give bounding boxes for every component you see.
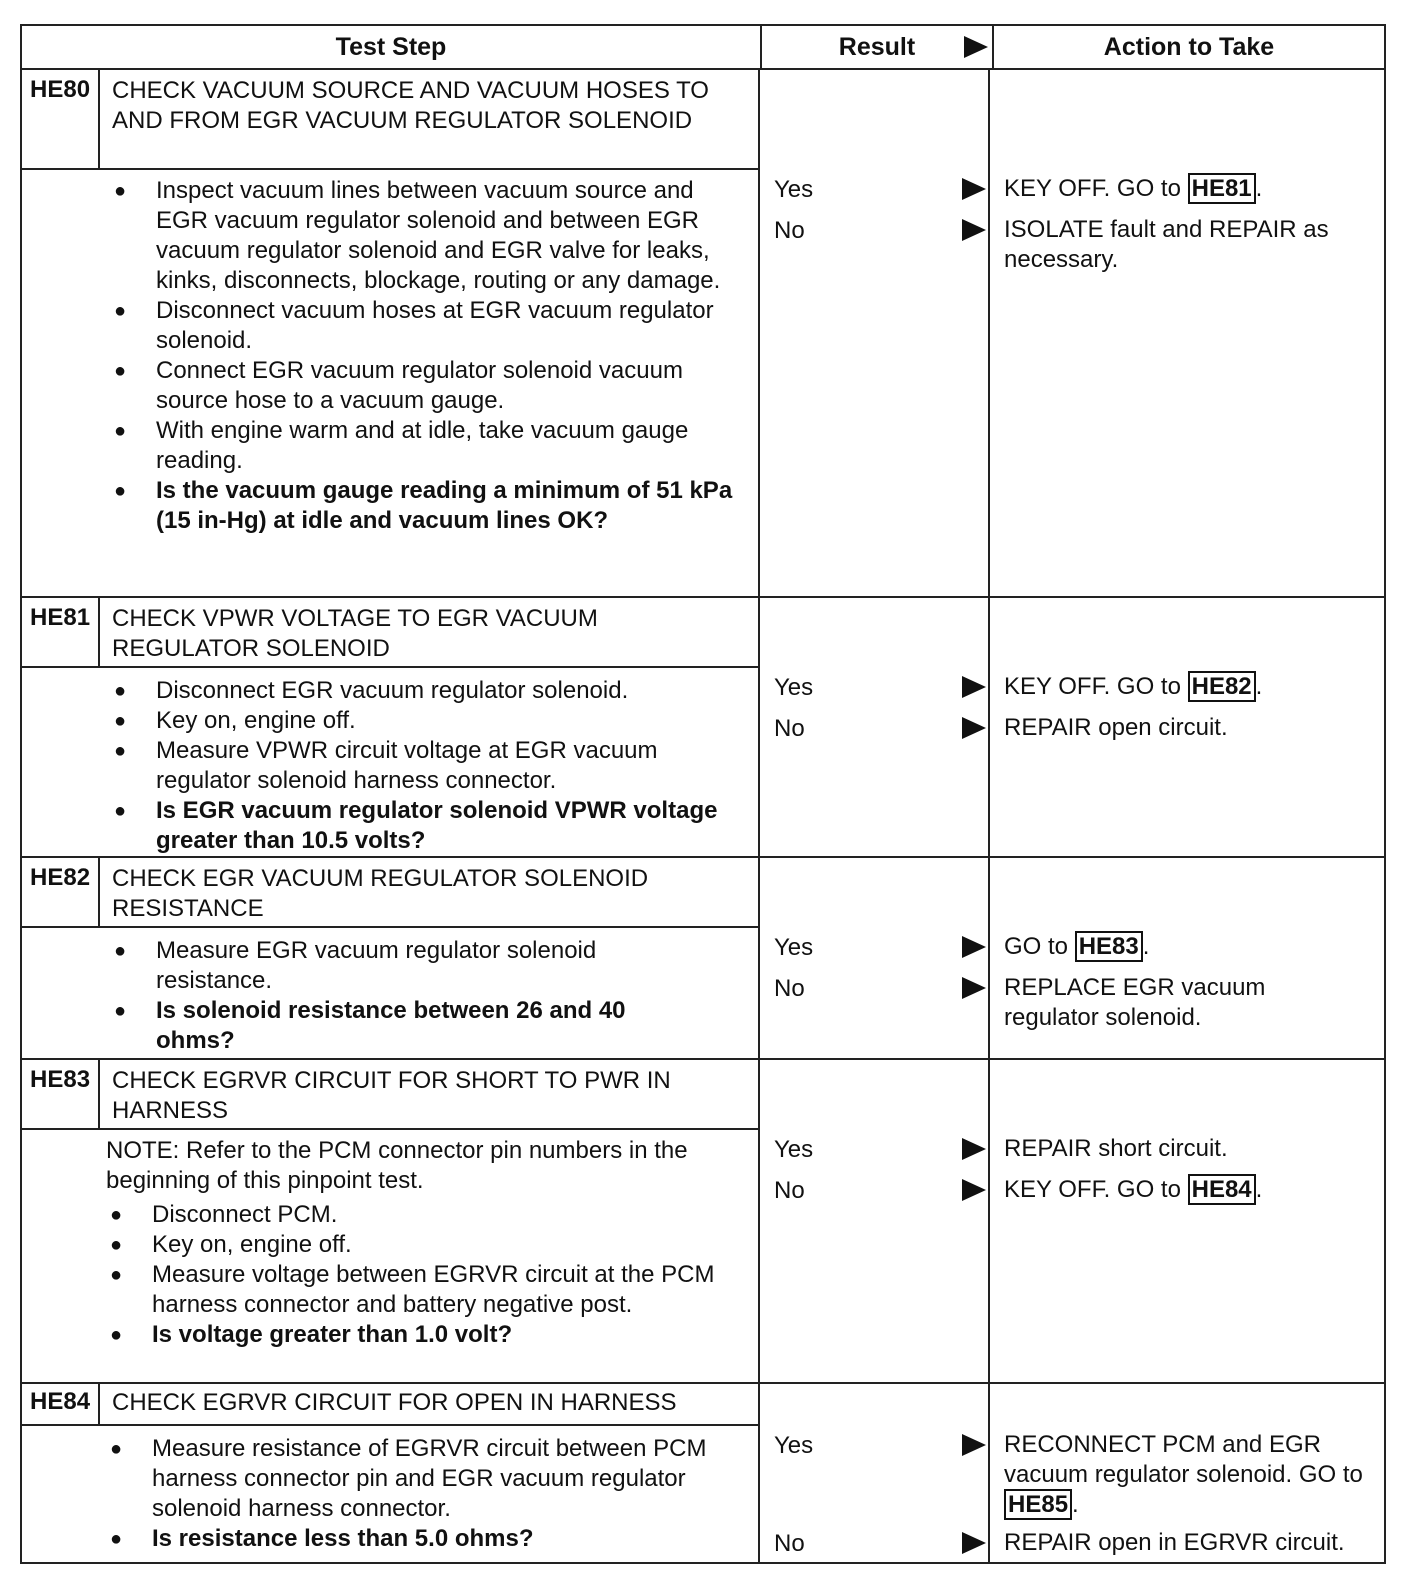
step-title: CHECK VPWR VOLTAGE TO EGR VACUUM REGULATOR SOLENOID — [112, 605, 598, 662]
action-no: REPAIR open in EGRVR circuit. — [1004, 1529, 1345, 1556]
arrow-right-icon — [962, 936, 986, 958]
result-yes: Yes — [774, 1136, 814, 1163]
arrow-right-icon — [962, 219, 986, 241]
arrow-right-icon — [962, 717, 986, 739]
step-he82 — [22, 858, 1384, 1060]
step-id: HE84 — [22, 1384, 100, 1424]
result-no: No — [774, 1530, 805, 1557]
result-cell — [760, 598, 990, 856]
step-question: ● Is EGR vacuum regulator solenoid VPWR voltage greater than 10.5 volts? — [114, 796, 748, 856]
action-no: REPAIR open circuit. — [1004, 714, 1228, 741]
list-item: ● With engine warm and at idle, take vacuum gauge reading. — [114, 416, 748, 476]
pinpoint-test-table — [20, 24, 1386, 1564]
action-yes-suffix: . — [1072, 1491, 1079, 1518]
step-question: ● Is voltage greater than 1.0 volt? — [110, 1320, 748, 1350]
list-item: ● Inspect vacuum lines between vacuum source and EGR vacuum regulator solenoid and between EGR vacuum regulator solenoid and EGR valve for leaks, kinks, disconnects, blockage, routing or any damage. — [114, 176, 748, 296]
step-id: HE80 — [22, 70, 100, 168]
step-title-row — [22, 1060, 758, 1130]
action-no: REPLACE EGR vacuum regulator solenoid. — [1004, 974, 1266, 1031]
action-no-suffix: . — [1255, 1176, 1263, 1203]
action-yes-text: KEY OFF. GO to — [1004, 673, 1188, 700]
step-id: HE82 — [22, 858, 100, 926]
arrow-right-icon — [962, 178, 986, 200]
step-question: ● Is the vacuum gauge reading a minimum of 51 kPa (15 in-Hg) at idle and vacuum lines OK? — [114, 476, 748, 536]
action-yes-suffix: . — [1142, 933, 1150, 960]
list-item: ● Disconnect EGR vacuum regulator solenoid. — [114, 676, 748, 706]
result-yes: Yes — [774, 1432, 814, 1459]
action-no: ISOLATE fault and REPAIR as necessary. — [1004, 216, 1329, 273]
step-he80 — [22, 70, 1384, 598]
action-yes — [1004, 672, 1370, 702]
step-title-row — [22, 1384, 758, 1426]
arrow-right-icon — [962, 1179, 986, 1201]
step-body — [22, 668, 758, 862]
result-yes: Yes — [774, 934, 814, 961]
step-body — [22, 170, 758, 542]
step-he81 — [22, 598, 1384, 858]
result-no: No — [774, 975, 805, 1002]
list-item: ● Key on, engine off. — [114, 706, 748, 736]
step-reference-link[interactable]: HE82 — [1188, 671, 1256, 702]
result-no: No — [774, 217, 805, 244]
step-question: ● Is resistance less than 5.0 ohms? — [110, 1524, 748, 1554]
result-yes: Yes — [774, 674, 814, 701]
action-cell — [990, 858, 1384, 1058]
action-no-text: KEY OFF. GO to — [1004, 1176, 1188, 1203]
action-yes — [1004, 1430, 1374, 1520]
test-step-cell — [22, 598, 760, 856]
action-cell — [990, 1384, 1384, 1562]
list-item: ● Measure resistance of EGRVR circuit between PCM harness connector pin and EGR vacuum regulator solenoid harness connector. — [110, 1434, 748, 1524]
action-cell — [990, 1060, 1384, 1382]
action-yes-text: GO to — [1004, 933, 1075, 960]
test-step-cell — [22, 1060, 760, 1382]
action-cell — [990, 70, 1384, 596]
step-note: NOTE: Refer to the PCM connector pin numbers in the beginning of this pinpoint test. — [106, 1137, 688, 1194]
list-item: ● Disconnect PCM. — [110, 1200, 748, 1230]
test-step-cell — [22, 858, 760, 1058]
step-title-row — [22, 70, 758, 170]
step-body — [22, 1426, 758, 1560]
arrow-right-icon — [962, 1532, 986, 1554]
step-reference-link[interactable]: HE84 — [1188, 1174, 1256, 1205]
step-title-row — [22, 598, 758, 668]
result-cell — [760, 70, 990, 596]
result-no: No — [774, 715, 805, 742]
action-cell — [990, 598, 1384, 856]
test-step-cell — [22, 70, 760, 596]
action-yes — [1004, 174, 1370, 204]
action-yes-suffix: . — [1255, 673, 1263, 700]
list-item: ● Measure EGR vacuum regulator solenoid resistance. — [114, 936, 698, 996]
action-yes-suffix: . — [1255, 175, 1263, 202]
step-title: CHECK EGR VACUUM REGULATOR SOLENOID RESISTANCE — [112, 865, 649, 922]
step-body — [22, 928, 758, 1062]
action-yes-text: RECONNECT PCM and EGR vacuum regulator solenoid. GO to — [1004, 1431, 1363, 1488]
step-he84 — [22, 1384, 1384, 1562]
list-item: ● Measure VPWR circuit voltage at EGR vacuum regulator solenoid harness connector. — [114, 736, 748, 796]
step-body — [22, 1130, 758, 1356]
header-action: Action to Take — [1103, 32, 1275, 61]
step-title: CHECK VACUUM SOURCE AND VACUUM HOSES TO AND FROM EGR VACUUM REGULATOR SOLENOID — [112, 77, 709, 134]
arrow-right-icon — [962, 1138, 986, 1160]
step-reference-link[interactable]: HE81 — [1188, 173, 1256, 204]
step-title: CHECK EGRVR CIRCUIT FOR OPEN IN HARNESS — [112, 1389, 677, 1416]
result-yes: Yes — [774, 176, 814, 203]
step-reference-link[interactable]: HE83 — [1075, 931, 1143, 962]
header-test-step: Test Step — [22, 26, 762, 68]
arrow-right-icon — [964, 36, 988, 58]
arrow-right-icon — [962, 977, 986, 999]
result-no: No — [774, 1177, 805, 1204]
step-title-row — [22, 858, 758, 928]
action-no — [1004, 1175, 1370, 1205]
action-yes: REPAIR short circuit. — [1004, 1135, 1228, 1162]
step-id: HE81 — [22, 598, 100, 666]
arrow-right-icon — [962, 676, 986, 698]
result-cell — [760, 1384, 990, 1562]
step-he83 — [22, 1060, 1384, 1384]
action-yes — [1004, 932, 1370, 962]
test-step-cell — [22, 1384, 760, 1562]
table-header — [22, 26, 1384, 70]
list-item: ● Measure voltage between EGRVR circuit at the PCM harness connector and battery negative post. — [110, 1260, 748, 1320]
step-id: HE83 — [22, 1060, 100, 1128]
step-title: CHECK EGRVR CIRCUIT FOR SHORT TO PWR IN HARNESS — [112, 1067, 671, 1124]
list-item: ● Connect EGR vacuum regulator solenoid vacuum source hose to a vacuum gauge. — [114, 356, 748, 416]
header-result — [762, 26, 994, 68]
step-question: ● Is solenoid resistance between 26 and 40 ohms? — [114, 996, 698, 1056]
result-cell — [760, 1060, 990, 1382]
header-result-label: Result — [838, 32, 916, 61]
step-reference-link[interactable]: HE85 — [1004, 1489, 1072, 1520]
action-yes-text: KEY OFF. GO to — [1004, 175, 1188, 202]
list-item: ● Disconnect vacuum hoses at EGR vacuum regulator solenoid. — [114, 296, 748, 356]
result-cell — [760, 858, 990, 1058]
list-item: ● Key on, engine off. — [110, 1230, 748, 1260]
arrow-right-icon — [962, 1434, 986, 1456]
